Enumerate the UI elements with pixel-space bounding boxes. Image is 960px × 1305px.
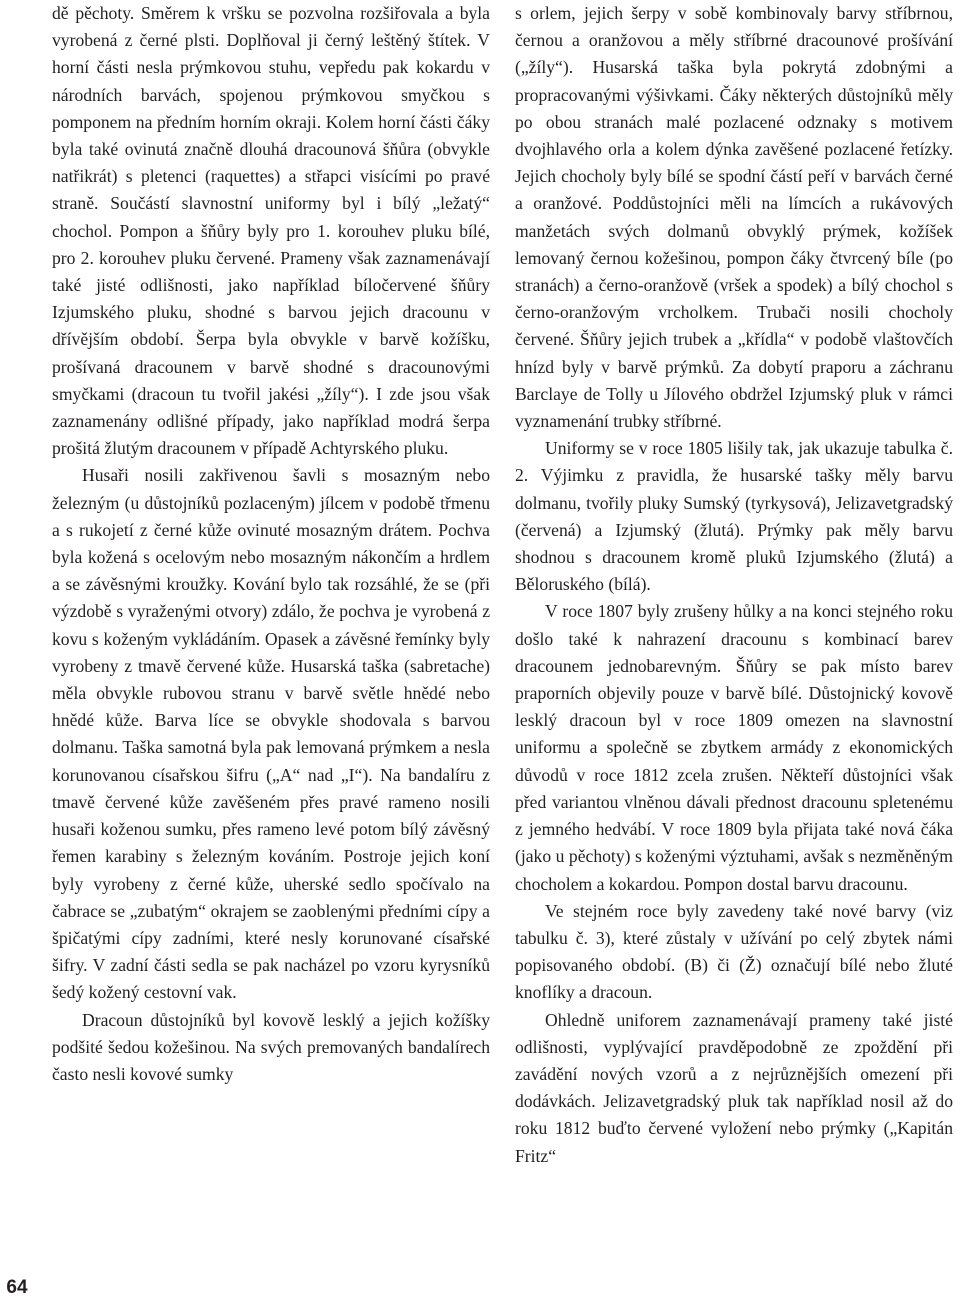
- paragraph: Dracoun důstojníků byl kovově lesklý a jejich kožíšky podšité šedou kožešinou. Na svých premovaných bandalírech často nesli kovové sumky: [52, 1009, 490, 1084]
- paragraph: Husaři nosili zakřivenou šavli s mosazným nebo železným (u důstojníků pozlaceným) jílcem v podobě třmenu a s rukojetí z černé kůže ovinuté mosazným drátem. Pochva byla kožená s ocelovým nebo mosazným nákončím a hrdlem a se závěsnými kroužky. Kování bylo tak rozsáhlé, že se (při výzdobě s vyraženými otvory) zdálo, že pochva je vyrobená z kovu s koženým vykládáním. Opasek a závěsné řemínky byly vyrobeny z tmavě červené kůže. Husarská taška (sabretache) měla obvykle rubovou stranu v barvě světle hnědé nebo hnědé kůže. Barva líce se obvykle shodovala s barvou dolmanu. Taška samotná byla pak lemovaná prýmkem a nesla korunovanou císařskou šifru („A“ nad „I“). Na bandalíru z tmavě červené kůže zavěšeném přes pravé rameno nosili husaři koženou sumku, přes rameno levé potom bílý závěsný řemen karabiny s železným kováním. Postroje jejich koní byly vyrobeny z černé kůže, uherské sedlo spočívalo na čabrace se „zubatým“ okrajem se zaoblenými předními cípy a špičatými cípy zadními, které nesly korunované císařské šifry. V zadní části sedla se pak nacházel po vzoru kyrysníků šedý kožený cestovní vak.: [52, 465, 490, 1003]
- page-number: 64: [6, 1277, 28, 1298]
- paragraph: Uniformy se v roce 1805 lišily tak, jak ukazuje tabulka č. 2. Výjimku z pravidla, že husarské tašky měly barvu dolmanu, tvořily pluky Sumský (tyrkysová), Jelizavetgradský (červená) a Izjumský (žlutá). Prýmky pak měly barvu shodnou s dracounem kromě pluků Izjumského (žlutá) a Běloruského (bílá).: [515, 438, 953, 595]
- paragraph: V roce 1807 byly zrušeny hůlky a na konci stejného roku došlo také k nahrazení dracounu s kombinací barev dracounem jednobarevným. Šňůry se pak místo barev praporních objevily pouze v barvě bílé. Důstojnický kovově lesklý dracoun byl v roce 1809 omezen na slavnostní uniformu a společně se zbytkem armády z ekonomických důvodů v roce 1812 zcela zrušen. Někteří důstojníci však před variantou vlněnou dávali přednost dracounu spletenému z jemného hedvábí. V roce 1809 byla přijata také nová čáka (jako u pěchoty) s koženými výztuhami, avšak s nezměněným chocholem a kokardou. Pompon dostal barvu dracounu.: [515, 601, 953, 894]
- paragraph: s orlem, jejich šerpy v sobě kombinovaly barvy stříbrnou, černou a oranžovou a měly stříbrné dracounové prošívání („žíly“). Husarská taška byla pokrytá zdobnými a propracovanými výšivkami. Čáky některých důstojníků měly po obou stranách malé pozlacené odznaky s motivem dvojhlavého orla a kolem dýnka zavěšené pozlacené řetízky. Jejich chocholy byly bílé se spodní částí peří v barvách černé a oranžové. Poddůstojníci měli na límcích a rukávových manžetách svých dolmanů obvyklý prýmek, kožíšek lemovaný černou kožešinou, pompon čáky čtvrcený bíle (po stranách) a černo-oranžově (vršek a spodek) a bílý chochol s černo-oranžovým vrcholkem. Trubači nosili chocholy červené. Šňůry jejich trubek a „křídla“ v podobě vlaštovčích hnízd byly v barvě prýmků. Za dobytí praporu a záchranu Barclaye de Tolly u Jílového obdržel Izjumský pluk v rámci vyznamenání trubky stříbrné.: [515, 3, 953, 432]
- right-text-column: [515, 0, 953, 1170]
- paragraph: Ohledně uniforem zaznamenávají prameny také jisté odlišnosti, vyplývající pravděpodobně ze zpoždění při zavádění nových vzorů a z nejrůznějších omezení při dodávkách. Jelizavetgradský pluk tak například nosil až do roku 1812 buďto červené vyložení nebo prýmky („Kapitán Fritz“: [515, 1009, 953, 1166]
- paragraph: dě pěchoty. Směrem k vršku se pozvolna rozšiřovala a byla vyrobená z černé plsti. Doplňoval ji černý leštěný štítek. V horní části nesla prýmkovou stuhu, vepředu pak kokardu v národních barvách, spojenou prýmkovou smyčkou s pomponem na předním horním okraji. Kolem horní části čáky byla také ovinutá značně dlouhá dracounová šňůra (obvykle natřikrát) s pletenci (raquettes) a střapci visícími po pravé straně. Součástí slavnostní uniformy byl i bílý „ležatý“ chochol. Pompon a šňůry byly pro 1. korouhev pluku bílé, pro 2. korouhev pluku červené. Prameny však zaznamenávají také jisté odlišnosti, jako například bíločervené šňůry Izjumského pluku, shodné s barvou jejich dracounu v dřívějším období. Šerpa byla obvykle v barvě kožíšku, prošívaná dracounem v barvě shodné s dracounovými smyčkami (dracoun tu tvořil jakési „žíly“). I zde jsou však zaznamenány odlišné případy, jako například modrá šerpa prošitá žlutým dracounem v případě Achtyrského pluku.: [52, 3, 490, 459]
- paragraph: Ve stejném roce byly zavedeny také nové barvy (viz tabulku č. 3), které zůstaly v užívání po celý zbytek námi popisovaného období. (B) či (Ž) označují bílé nebo žluté knoflíky a dracoun.: [515, 900, 953, 1003]
- left-text-column: [52, 0, 490, 1088]
